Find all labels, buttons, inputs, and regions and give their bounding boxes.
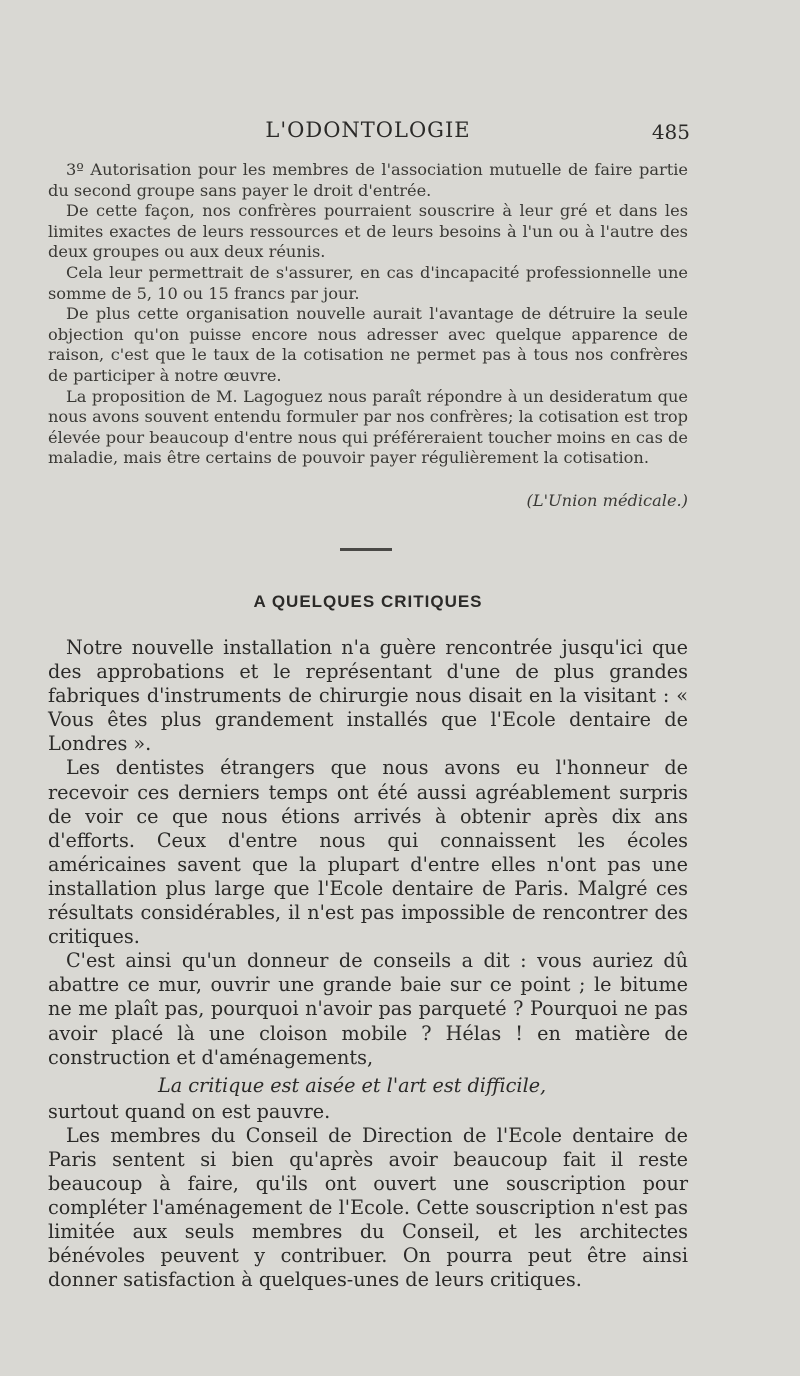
paragraph: Les membres du Conseil de Direction de l'Ecole dentaire de Paris sentent si bien qu'après avoir beaucoup fait il reste beaucoup à faire, qu'ils ont ouvert une souscription pour compléter l'aménagement de l'Ecole. Cette souscription n'est pas limitée aux seuls membres du Conseil, et les architectes bénévoles peuvent y contribuer. On pourra peut être ainsi donner satisfaction à quelques-unes de leurs critiques. (48, 1123, 688, 1292)
paragraph: C'est ainsi qu'un donneur de conseils a dit : vous auriez dû abattre ce mur, ouvrir une grande baie sur ce point ; le bitume ne me plaît pas, pourquoi n'avoir pas parqueté ? Pourquoi ne pas avoir placé là une cloison mobile ? Hélas ! en matière de construction et d'aménagements, (48, 949, 688, 1069)
source-citation: (L'Union médicale.) (526, 490, 688, 510)
paragraph: Cela leur permettrait de s'assurer, en cas d'incapacité professionnelle une somme de 5, 10 ou 15 francs par jour. (48, 262, 688, 303)
article-title: A QUELQUES CRITIQUES (253, 592, 483, 611)
paragraph: 3º Autorisation pour les membres de l'association mutuelle de faire partie du second groupe sans payer le droit d'entrée. (48, 160, 688, 200)
paragraph: De plus cette organisation nouvelle aurait l'avantage de détruire la seule objection qu'on puisse encore nous adresser avec quelque apparence de raison, c'est que le taux de la cotisation ne permet pas à tous nos confrères de participer à notre œuvre. (48, 304, 688, 385)
paragraph-continuation: surtout quand on est pauvre. (48, 1099, 331, 1123)
page-number: 485 (651, 120, 690, 144)
paragraph: Les dentistes étrangers que nous avons eu l'honneur de recevoir ces derniers temps ont été aussi agréablement surpris de voir ce que nous étions arrivés à obtenir après dix ans d'efforts. Ceux d'entre nous qui connaissent les écoles américaines savent que la plupart d'entre elles n'ont pas une installation plus large que l'Ecole dentaire de Paris. Malgré ces résultats considérables, il n'est pas impossible de rencontrer des critiques. (48, 756, 688, 949)
quotation: La critique est aisée et l'art est difficile, (158, 1073, 547, 1097)
article-body (48, 636, 688, 1293)
running-header (48, 116, 688, 150)
paragraph: De cette façon, nos confrères pourraient souscrire à leur gré et dans les limites exactes de leurs ressources et de leurs besoins à l'un ou à l'autre des deux groupes ou aux deux réunis. (48, 201, 688, 262)
section-divider (340, 548, 392, 551)
paragraph: Notre nouvelle installation n'a guère rencontrée jusqu'ici que des approbations et le représentant d'une de plus grandes fabriques d'instruments de chirurgie nous disait en la visitant : « Vous êtes plus grandement installés que l'Ecole dentaire de Londres ». (48, 636, 688, 756)
previous-article-text (48, 160, 688, 512)
paragraph: La proposition de M. Lagoguez nous paraît répondre à un desideratum que nous avons souvent entendu formuler par nos confrères; la cotisation est trop élevée pour beaucoup d'entre nous qui préféreraient toucher moins en cas de maladie, mais être certains de pouvoir payer régulièrement la cotisation. (48, 386, 688, 468)
journal-title: L'ODONTOLOGIE (265, 118, 471, 142)
